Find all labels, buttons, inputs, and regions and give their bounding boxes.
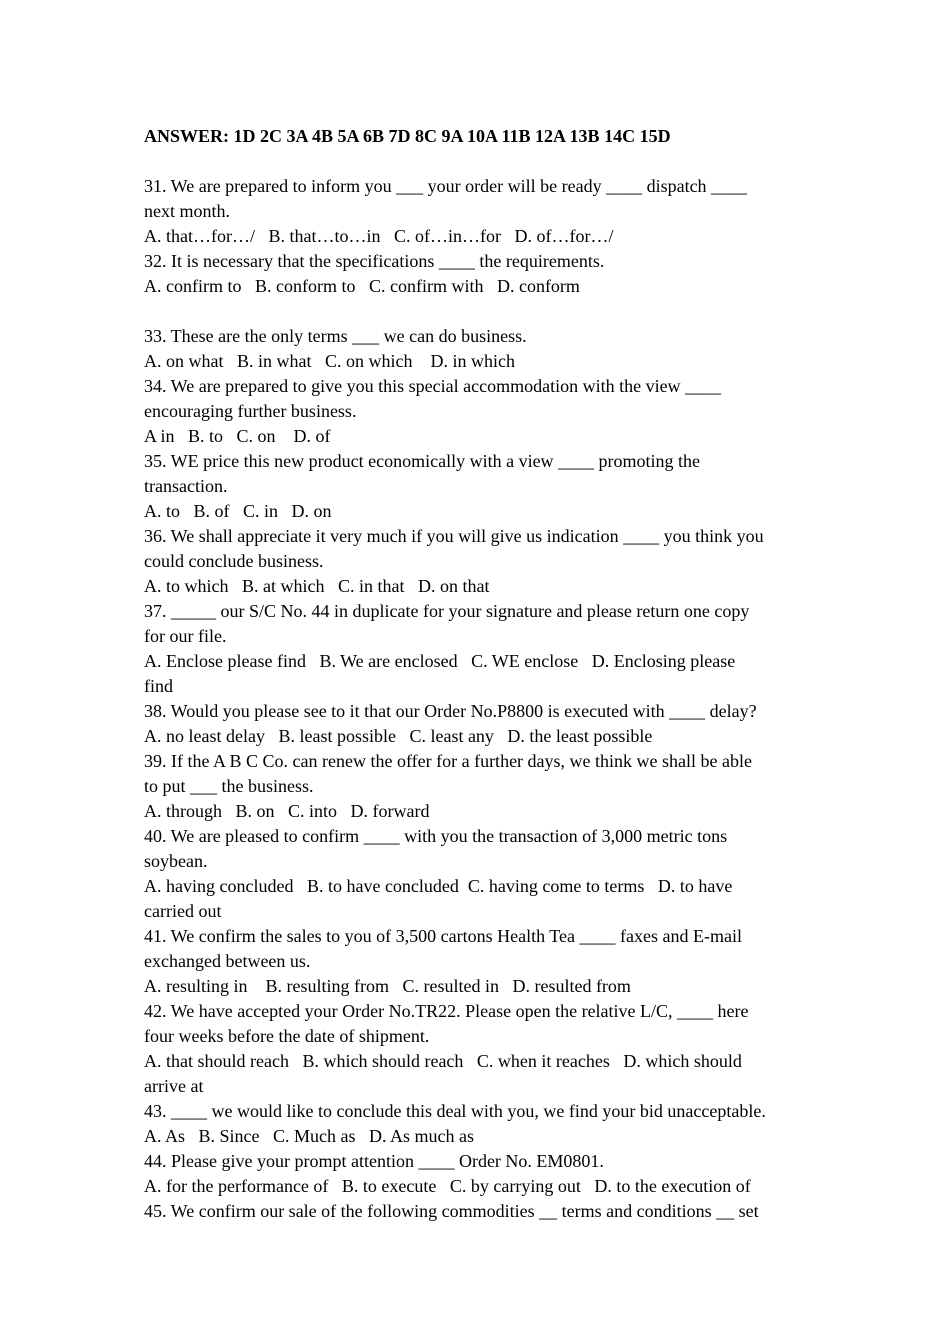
text-line: A. resulting in B. resulting from C. resulted in D. resulted from [144,976,631,996]
text-line: A. to B. of C. in D. on [144,501,332,521]
text-line: 34. We are prepared to give you this special accommodation with the view ____ [144,376,722,396]
text-line: 31. We are prepared to inform you ___ your order will be ready ____ dispatch ____ [144,176,748,196]
text-line: soybean. [144,851,208,871]
answer-key: ANSWER: 1D 2C 3A 4B 5A 6B 7D 8C 9A 10A 11B 12A 13B 14C 15D [144,126,671,146]
text-line: A. on what B. in what C. on which D. in which [144,351,515,371]
text-line: exchanged between us. [144,951,311,971]
text-line: A. that should reach B. which should reach C. when it reaches D. which should [144,1051,742,1071]
text-line: to put ___ the business. [144,776,314,796]
text-line: four weeks before the date of shipment. [144,1026,430,1046]
text-line: arrive at [144,1076,204,1096]
text-line: A. for the performance of B. to execute C. by carrying out D. to the execution of [144,1176,751,1196]
text-line: A. having concluded B. to have concluded C. having come to terms D. to have [144,876,733,896]
text-line: 41. We confirm the sales to you of 3,500 cartons Health Tea ____ faxes and E-mail [144,926,742,946]
document-page [144,124,814,1224]
text-line: A. no least delay B. least possible C. least any D. the least possible [144,726,653,746]
text-line: for our file. [144,626,227,646]
text-line: carried out [144,901,222,921]
text-line: encouraging further business. [144,401,357,421]
question-block-2 [144,324,814,1224]
text-line: 32. It is necessary that the specifications ____ the requirements. [144,251,605,271]
text-line: A. that…for…/ B. that…to…in C. of…in…for D. of…for…/ [144,226,614,246]
text-line: 38. Would you please see to it that our Order No.P8800 is executed with ____ delay? [144,701,757,721]
question-block-1 [144,174,814,299]
text-line: next month. [144,201,230,221]
blank-line [144,149,814,174]
blank-line [144,299,814,324]
text-line: 33. These are the only terms ___ we can do business. [144,326,527,346]
text-line: A in B. to C. on D. of [144,426,331,446]
text-line: transaction. [144,476,228,496]
text-line: 39. If the A B C Co. can renew the offer for a further days, we think we shall be able [144,751,752,771]
text-line: 37. _____ our S/C No. 44 in duplicate for your signature and please return one copy [144,601,750,621]
text-line: 42. We have accepted your Order No.TR22. Please open the relative L/C, ____ here [144,1001,749,1021]
text-line: could conclude business. [144,551,324,571]
text-line: find [144,676,173,696]
text-line: A. As B. Since C. Much as D. As much as [144,1126,474,1146]
text-line: 36. We shall appreciate it very much if you will give us indication ____ you think you [144,526,764,546]
text-line: A. confirm to B. conform to C. confirm with D. conform [144,276,580,296]
text-line: A. through B. on C. into D. forward [144,801,430,821]
text-line: 35. WE price this new product economically with a view ____ promoting the [144,451,701,471]
text-line: A. to which B. at which C. in that D. on that [144,576,490,596]
text-line: 40. We are pleased to confirm ____ with you the transaction of 3,000 metric tons [144,826,728,846]
text-line: 43. ____ we would like to conclude this deal with you, we find your bid unacceptable. [144,1101,766,1121]
text-line: 44. Please give your prompt attention ____ Order No. EM0801. [144,1151,604,1171]
text-line: A. Enclose please find B. We are enclosed C. WE enclose D. Enclosing please [144,651,736,671]
text-line: 45. We confirm our sale of the following commodities __ terms and conditions __ set [144,1201,759,1221]
